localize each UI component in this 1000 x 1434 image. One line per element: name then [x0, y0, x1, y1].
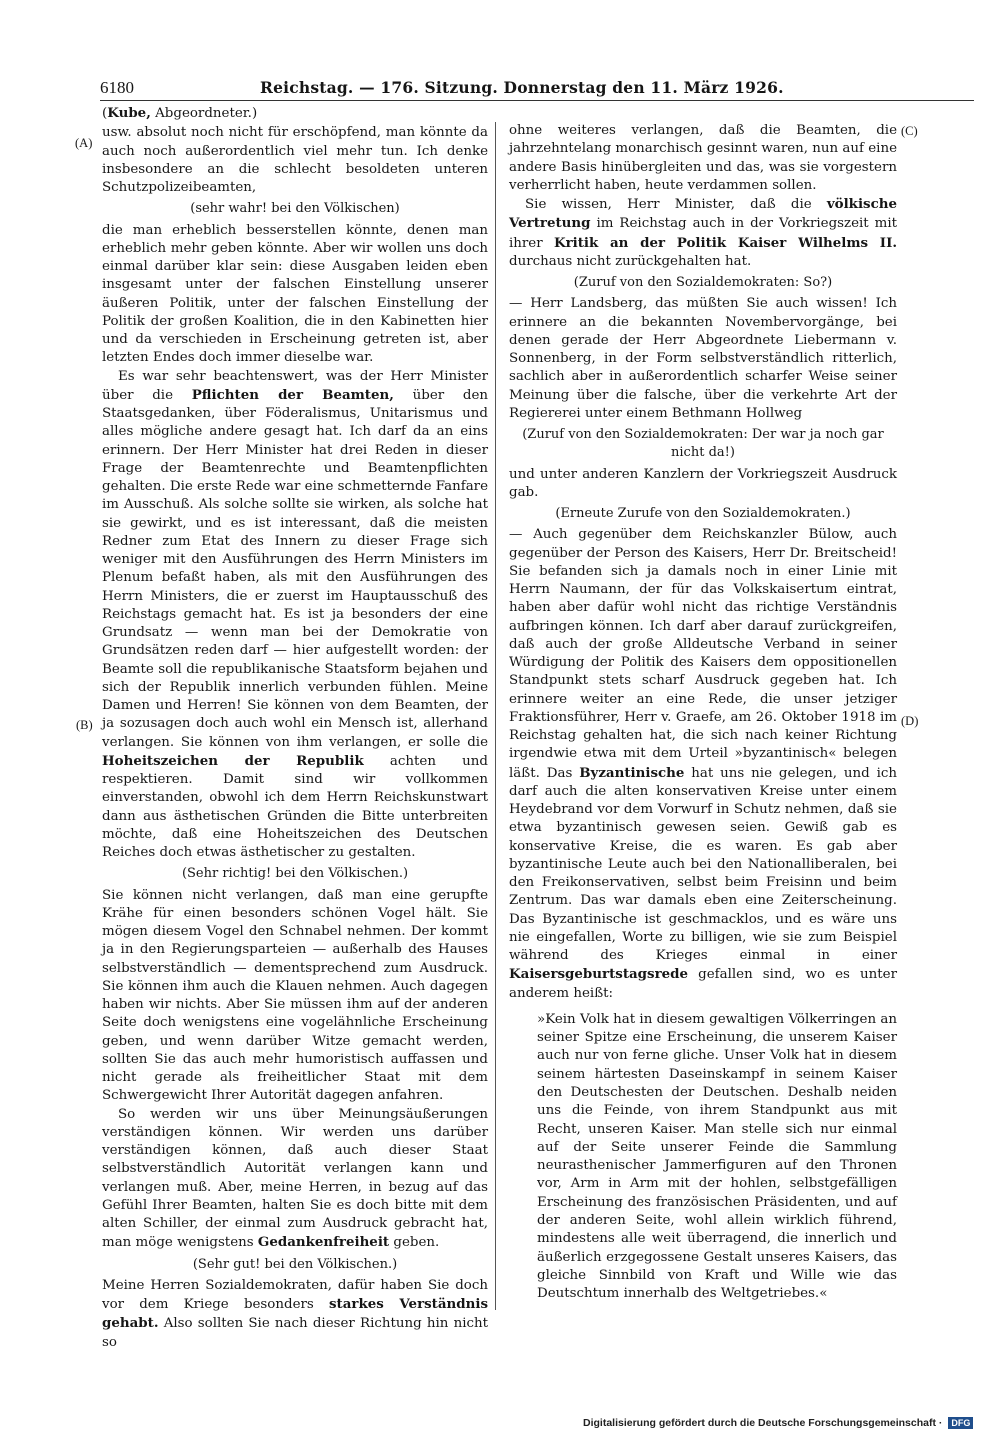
text-run: durchaus nicht zurückgehalten hat. [509, 253, 752, 269]
column-divider [495, 122, 496, 1310]
speaker-label: (Kube, Abgeordneter.) [102, 105, 258, 121]
text-run: im Reichstag auch in der Vorkriegszeit mit ihrer [509, 216, 897, 251]
emphasis: Hoheitszeichen der Republik [102, 752, 364, 769]
paragraph: und unter anderen Kanzlern der Vorkriegszeit Ausdruck gab. [509, 466, 897, 500]
text-run: gefallen sind, wo es unter anderem heißt: [509, 967, 897, 1001]
margin-mark-d: (D) [901, 714, 919, 728]
paragraph [102, 1106, 488, 1253]
emphasis: völkische Vertretung [509, 196, 897, 232]
paragraph [509, 526, 897, 1003]
header-rule [100, 100, 974, 101]
text-run: geben. [393, 1235, 440, 1251]
emphasis: starkes Verständnis gehabt. [102, 1296, 488, 1332]
text-run: Also sollten Sie nach dieser Richtung hin nicht so [102, 1316, 488, 1350]
text-run: achten und respektieren. Damit sind wir vollkommen einverstanden, obwohl ich dem Herrn Reichskunstwart dann aus ästhetischen Gründen die Bitte unterbreiten möchte, daß eine Hoheitszeichen des Deutschen Reiches doch etwas ästhetischer zu gestalten. [102, 753, 488, 860]
text-run: — Auch gegenüber dem Reichskanzler Bülow, auch gegenüber der Person des Kaisers, Herr Dr. Breitscheid! Sie befanden sich ja damals noch in einer Linie mit Herrn Naumann, der für das Volkskaisertum eintrat, haben aber dafür wohl nicht das richtige Verständnis aufbringen können. Ich darf aber darauf zurückgreifen, daß auch der große Alldeutsche Verband in seiner Würdigung der Politik des Kaisers dem oppositionellen Standpunkt stets scharf Ausdruck gegeben hat. Ich erinnere weiter an eine Rede, die unser jetziger Fraktionsführer, Herr v. Graefe, am 26. Oktober 1918 im Reichstag gehalten hat, die sich nach keiner Richtung irgendwie etwa mit dem Urteil »byzantinisch« belegen läßt. Das [509, 527, 897, 781]
margin-mark-c: (C) [901, 124, 918, 138]
emphasis: Pflichten der Beamten, [191, 386, 394, 403]
text-run: Sie wissen, Herr Minister, daß die [525, 197, 812, 212]
emphasis: Kaisersgeburtstagsrede [509, 966, 689, 983]
dfg-logo: DFG [948, 1417, 973, 1429]
left-column [102, 104, 488, 1352]
paragraph: — Herr Landsberg, das müßten Sie auch wissen! Ich erinnere an die bekannten Novembervorgänge, bei denen gerade der Herr Abgeordnete Liebermann v. Sonnenberg, in der Form selbstverständlich ritterlich, sachlich aber in außerordentlich scharfer Weise seiner Meinung über die falsche, über die verkehrte Art der Regiererei unter einem Bethmann Hollweg [509, 296, 897, 421]
paragraph: usw. absolut noch nicht für erschöpfend, man könnte da auch noch außerordentlich viel mehr tun. Ich denke insbesondere an die schlecht besoldeten unteren Schutzpolizeibeamten, [102, 125, 488, 195]
interjection: (Erneute Zurufe von den Sozialdemokraten.) [555, 506, 851, 521]
margin-mark-a: (A) [75, 136, 93, 150]
paragraph [102, 368, 488, 863]
footer-credit: Digitalisierung gefördert durch die Deutsche Forschungsgemeinschaft · DFG [583, 1417, 973, 1429]
right-column [509, 122, 897, 1304]
page-number: 6180 [100, 78, 134, 97]
emphasis: Gedankenfreiheit [257, 1234, 390, 1251]
text-run: Meine Herren Sozialdemokraten, dafür haben Sie doch vor dem Kriege besonders [102, 1277, 488, 1312]
footer-text: Digitalisierung gefördert durch die Deutsche Forschungsgemeinschaft [583, 1417, 936, 1429]
page-header [100, 78, 974, 98]
text-run: Es war sehr beachtenswert, was der Herr Minister über die [102, 368, 488, 403]
paragraph: Sie können nicht verlangen, daß man eine gerupfte Krähe für einen besonders schönen Vogel hält. Sie mögen diesem Vogel den Schnabel nehmen. Der kommt ja in den Regierungsparteien — außerhalb des Hauses selbstverständlich — dementsprechend zum Ausdruck. Sie können ihm auch die Klauen nehmen. Auch dagegen haben wir nichts. Aber Sie müssen ihm auf der anderen Seite doch wenigstens eine vogelähnliche Erscheinung geben, und wenn darüber Witze gemacht werden, sollten Sie das auch mehr humoristisch auffassen und nicht gerade als freiheitlicher Staat mit dem Schwergewicht Ihrer Autorität dagegen anfahren. [102, 887, 488, 1104]
emphasis: Kritik an der Politik Kaiser Wilhelms II. [553, 234, 897, 251]
text-run: über den Staatsgedanken, über Föderalismus, Unitarismus und alles mögliche andere gesagt hat. Ich darf da an eins erinnern. Der Herr Minister hat drei Reden in dieser Frage der Beamtenrechte und Beamtenpflichten gehalten. Die erste Rede war eine schmetternde Fanfare im Ausschuß. Als solche sollte sie wirken, als solche hat sie gewirkt, und es ist interessant, daß die meisten Redner zum Etat des Innern zu dieser Frage sich weniger mit den Ausführungen des Herrn Ministers im Plenum befaßt haben, als mit den Ausführungen des Herrn Ministers, die er zuerst im Hauptausschuß des Reichstags gemacht hat. Es ist ja besonders der eine Grundsatz — wenn man bei der Demokratie von Grundsätzen reden darf — hier aufgestellt worden: der Beamte soll die republikanische Staatsform bejahen und sich der Republik innerlich verbunden fühlen. Meine Damen und Herren! Sie können von dem Beamten, der ja sozusagen doch auch wohl ein Mensch ist, allerhand verlangen. Sie können von ihm verlangen, er solle die [102, 387, 489, 750]
margin-mark-b: (B) [76, 718, 93, 732]
interjection: (Zuruf von den Sozialdemokraten: Der war ja noch gar nicht da!) [522, 427, 884, 461]
text-run: hat uns nie gelegen, und ich darf auch die alten konservativen Kreise unter einem Heydebrand vor dem Vorwurf in Schutz nehmen, daß sie etwa byzantinisch gewesen seien. Gewiß gab es konservative Kreise, die es waren. Es gab aber byzantinische Leute auch bei den Nationalliberalen, bei den Freikonservativen, selbst beim Freisinn und beim Zentrum. Das war damals eben eine Zeiterscheinung. Das Byzantinische ist geschmacklos, und es wäre uns nie eingefallen, Worte zu billigen, wie sie zum Beispiel während des Krieges einmal in einer [509, 765, 897, 963]
emphasis: Byzantinische [579, 764, 685, 781]
speaker-role: Abgeordneter.) [155, 106, 258, 121]
paragraph: ohne weiteres verlangen, daß die Beamten, die jahrzehntelang monarchisch gesinnt waren, nun auf eine andere Basis hinübergleiten und das, was sie vorgestern verherrlicht haben, heute verdammen sollen. [509, 123, 897, 193]
block-quote: »Kein Volk hat in diesem gewaltigen Völkerringen an seiner Spitze eine Erscheinung, die unserem Kaiser auch nur von ferne gliche. Unser Volk hat in diesem seinem härtesten Daseinskampf in seinem Kaiser den Deutschesten der Deutschen. Deshalb neiden uns die Feinde, von ihrem Standpunkt aus mit Recht, unseren Kaiser. Man stelle sich nur einmal auf der Seite unserer Feinde die Sammlung neurasthenischer Jammerfiguren auf den Thronen vor, Arm in Arm mit der hohlen, selbstgefälligen Erscheinung des französischen Präsidenten, und auf der anderen Seite, wohl allein wirklich führend, mindestens alle weit überragend, die innerlich und äußerlich erzgegossene Gestalt unseres Kaisers, das gleiche Sinnbild von Kraft und Wille wie das Deutschtum innerhalb des Weltgetriebes.« [537, 1011, 897, 1302]
paragraph [102, 1277, 488, 1352]
interjection: (Sehr richtig! bei den Völkischen.) [181, 866, 409, 882]
interjection: (Zuruf von den Sozialdemokraten: So?) [573, 275, 833, 290]
interjection: (sehr wahr! bei den Völkischen) [190, 201, 400, 217]
text-run: So werden wir uns über Meinungsäußerungen verständigen können. Wir werden uns darüber verständigen können, daß auch dieser Staat selbstverständlich Autorität verlangen kann und verlangen muß. Aber, meine Herren, in bezug auf das Gefühl Ihrer Beamten, halten Sie es doch bitte mit dem alten Schiller, der einmal zum Ausdruck gebracht hat, man möge wenigstens [102, 1106, 488, 1251]
running-head: Reichstag. — 176. Sitzung. Donnerstag den 11. März 1926. [260, 78, 784, 97]
paragraph [509, 195, 897, 271]
paragraph: die man erheblich besserstellen könnte, denen man erheblich mehr geben könnte. Aber wir wollen uns doch einmal darüber klar sein: diese Ausgaben leiden eben insgesamt unter der falschen Einstellung unserer äußeren Politik, unter der falschen Einstellung der Politik der großen Koalition, die in den Kabinetten hier und da verschieden in Erscheinung getreten ist, aber letzten Endes doch immer dieselbe war. [102, 222, 488, 366]
speaker-name: Kube, [107, 105, 151, 121]
interjection: (Sehr gut! bei den Völkischen.) [192, 1256, 398, 1272]
